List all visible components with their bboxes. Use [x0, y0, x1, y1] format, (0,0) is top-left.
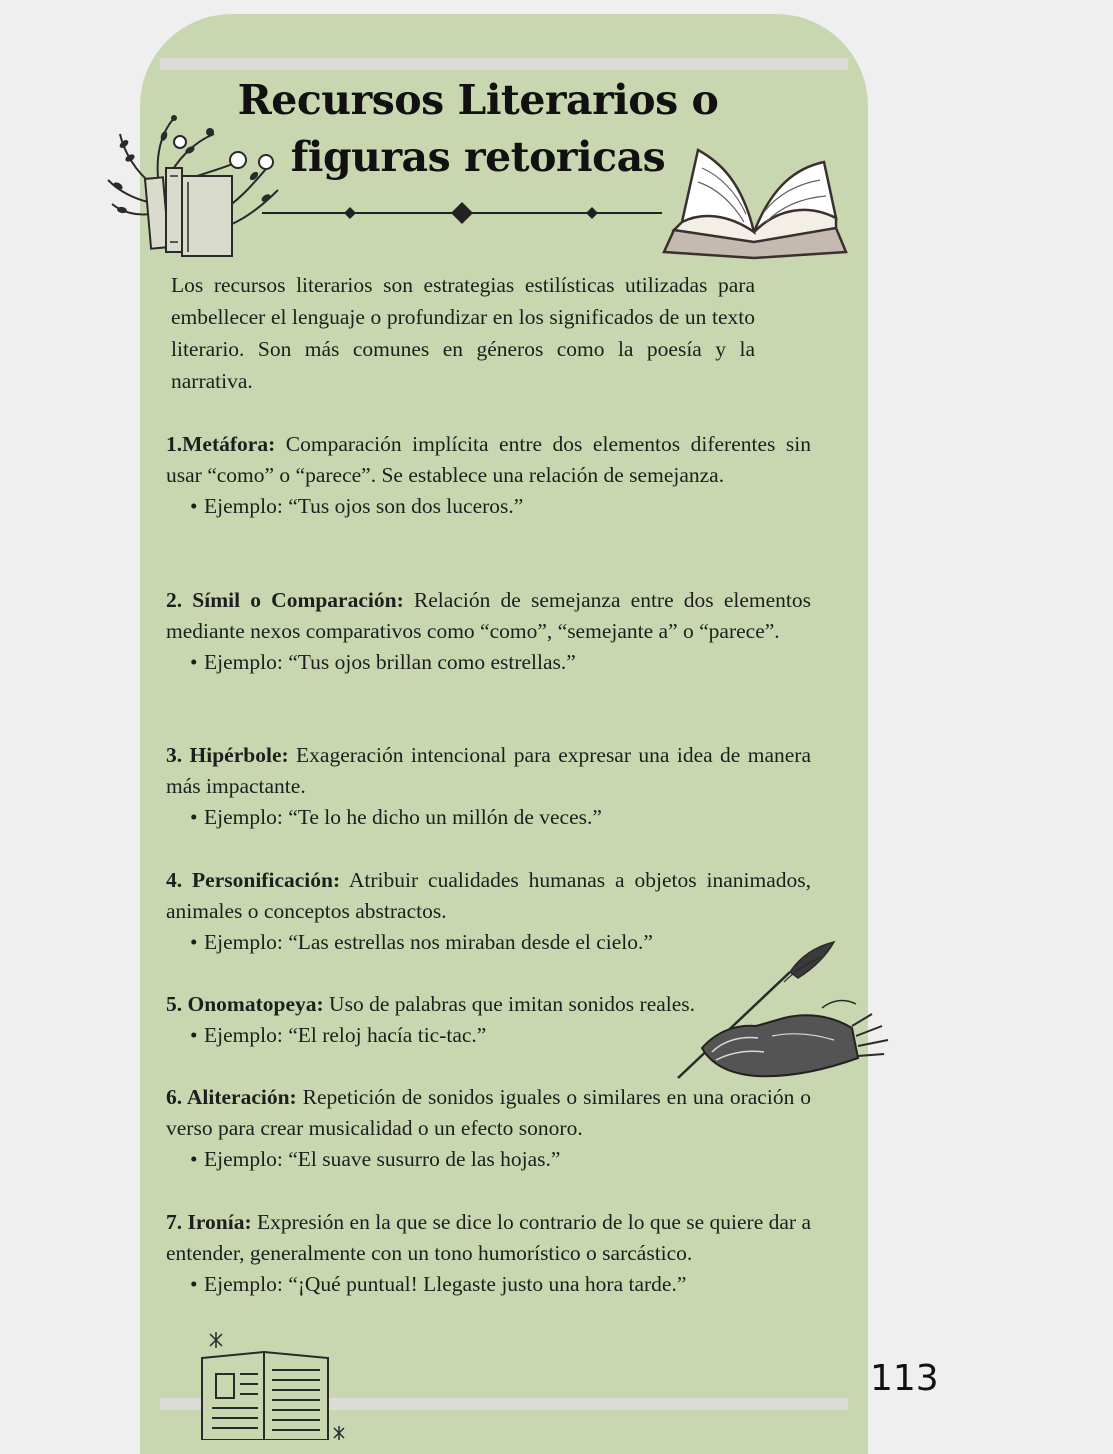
page-number: 113 [870, 1358, 939, 1399]
entry-definition [166, 1207, 811, 1269]
example-text: Ejemplo: “El suave susurro de las hojas.” [204, 1147, 561, 1171]
entry-definition [166, 740, 811, 802]
entry-text: Comparación implícita entre dos elementos diferentes sin usar “como” o “parece”. Se establece una relación de semejanza. [166, 432, 811, 487]
entry-term: 6. Aliteración: [166, 1085, 297, 1109]
entry-text: Expresión en la que se dice lo contrario de lo que se quiere dar a entender, generalmente con un tono humorístico o sarcástico. [166, 1210, 812, 1265]
entry-definition [166, 585, 811, 647]
entry-text: Uso de palabras que imitan sonidos reales. [323, 992, 696, 1016]
title-line-1: Recursos Literarios o [237, 76, 719, 124]
small-open-book-icon [198, 1330, 350, 1440]
entry-definition [166, 865, 811, 927]
intro-paragraph: Los recursos literarios son estrategias estilísticas utilizadas para embellecer el lenguaje o profundizar en los significados de un texto literario. Son más comunes en géneros como la poesía y la narrativa. [171, 273, 755, 393]
entry-term: 5. Onomatopeya: [166, 992, 324, 1016]
quill-hand-icon [672, 940, 894, 1082]
entry-term: 2. Símil o Comparación: [166, 588, 404, 612]
example-text: Ejemplo: “Las estrellas nos miraban desde el cielo.” [204, 930, 653, 954]
example-text: Ejemplo: “Tus ojos brillan como estrellas.” [204, 650, 576, 674]
entry-simil [166, 585, 811, 678]
example-text: Ejemplo: “El reloj hacía tic-tac.” [204, 1023, 487, 1047]
entry-term: 3. Hipérbole: [166, 743, 289, 767]
entry-term: 7. Ironía: [166, 1210, 252, 1234]
open-book-icon [660, 142, 850, 260]
top-strip [160, 58, 848, 70]
entry-ironia [166, 1207, 811, 1300]
entry-metafora [166, 429, 811, 522]
entry-example: • Ejemplo: “Tus ojos son dos luceros.” [190, 494, 524, 518]
entry-hiperbole [166, 740, 811, 833]
entry-example: • Ejemplo: “Las estrellas nos miraban desde el cielo.” [190, 930, 653, 954]
entry-text: Relación de semejanza entre dos elementos mediante nexos comparativos como “como”, “semejante a” o “parece”. [166, 588, 811, 643]
entry-term: 4. Personificación: [166, 868, 341, 892]
entry-definition [166, 429, 811, 491]
entry-text: Repetición de sonidos iguales o similares en una oración o verso para crear musicalidad o un efecto sonoro. [166, 1085, 812, 1140]
entry-definition [166, 1082, 811, 1144]
entry-example: • Ejemplo: “¡Qué puntual! Llegaste justo una hora tarde.” [190, 1272, 687, 1296]
title-line-2: figuras retoricas [290, 133, 666, 181]
entry-example: • Ejemplo: “Te lo he dicho un millón de veces.” [190, 805, 602, 829]
example-text: Ejemplo: “Te lo he dicho un millón de veces.” [204, 805, 602, 829]
entry-text: Atribuir cualidades humanas a objetos inanimados, animales o conceptos abstractos. [166, 868, 812, 923]
entry-term: 1.Metáfora: [166, 432, 276, 456]
books-with-flowers-icon [106, 112, 282, 258]
example-text: Ejemplo: “¡Qué puntual! Llegaste justo una hora tarde.” [204, 1272, 687, 1296]
title-divider [262, 200, 662, 226]
entry-example: • Ejemplo: “El suave susurro de las hojas.” [190, 1147, 561, 1171]
entry-aliteracion [166, 1082, 811, 1175]
entry-example: • Ejemplo: “Tus ojos brillan como estrellas.” [190, 650, 576, 674]
entry-example: • Ejemplo: “El reloj hacía tic-tac.” [190, 1023, 487, 1047]
example-text: Ejemplo: “Tus ojos son dos luceros.” [204, 494, 524, 518]
entry-text: Exageración intencional para expresar una idea de manera más impactante. [166, 743, 811, 798]
